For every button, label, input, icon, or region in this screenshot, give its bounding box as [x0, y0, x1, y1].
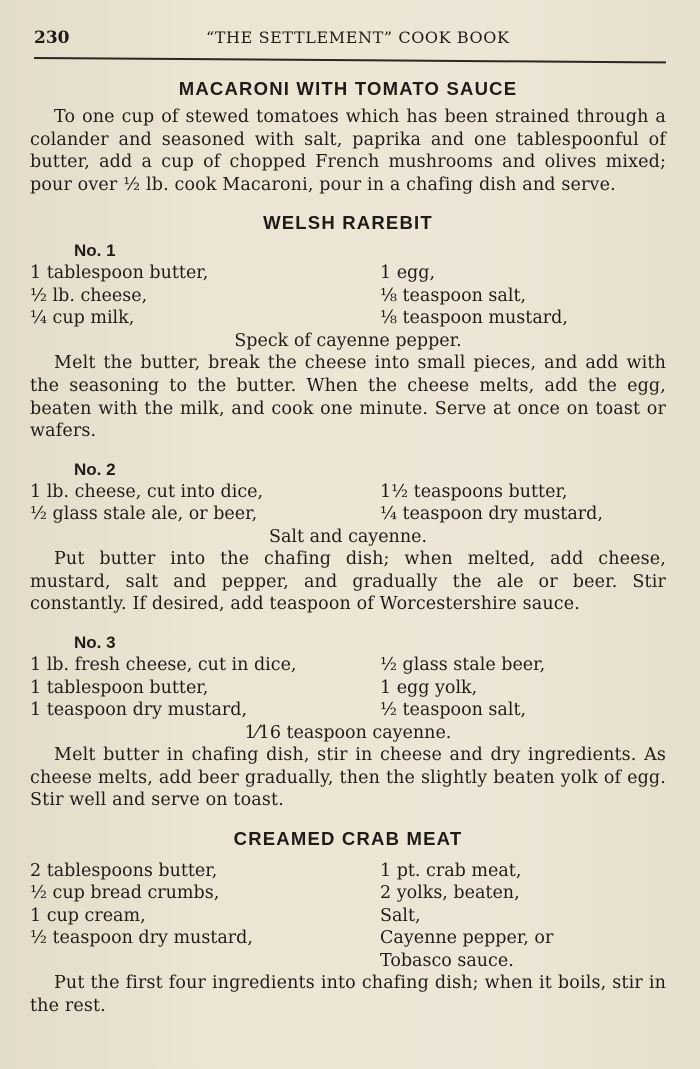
recipe-instructions: Melt the butter, break the cheese into small pieces, and add with the seasoning to the butter. When the cheese melts, add the egg, beaten with the milk, and cook one minute. Serve at once on toast or wafers.: [30, 353, 666, 442]
ingredient: ¼ teaspoon dry mustard,: [380, 504, 603, 525]
header-rule: [34, 57, 666, 63]
ingredient: 1 tablespoon butter,: [30, 263, 209, 284]
recipe-instructions: Melt butter in chafing dish, stir in cheese and dry ingredients. As cheese melts, add beer gradually, then the slightly beaten yolk of egg. Stir well and serve on toast.: [30, 745, 666, 811]
ingredient-centered: 1⁄16 teaspoon cayenne.: [244, 722, 452, 743]
recipe-instructions: Put the first four ingredients into chafing dish; when it boils, stir in the rest.: [30, 973, 666, 1016]
recipe-creamed-crab-meat: [30, 828, 666, 1018]
ingredient: ½ lb. cheese,: [30, 285, 148, 306]
ingredient: 1½ teaspoons butter,: [380, 481, 568, 502]
ingredient: ¼ cup milk,: [30, 308, 135, 329]
ingredient-list: [30, 262, 666, 330]
ingredient: 1 pt. crab meat,: [380, 860, 522, 881]
ingredient: ⅛ teaspoon mustard,: [380, 308, 568, 329]
variant-no-3: [30, 632, 666, 812]
ingredient: 1 tablespoon butter,: [30, 677, 209, 698]
ingredient: Cayenne pepper, or: [380, 928, 554, 949]
recipe-title: CREAMED CRAB MEAT: [233, 827, 463, 849]
ingredient: ½ glass stale ale, or beer,: [30, 504, 258, 525]
ingredient: ½ glass stale beer,: [380, 655, 546, 676]
ingredient-list: [30, 481, 666, 526]
ingredient: ½ teaspoon salt,: [380, 700, 527, 721]
ingredient-centered: Salt and cayenne.: [268, 526, 428, 547]
ingredient: 1 cup cream,: [30, 905, 146, 926]
variant-label: No. 1: [74, 241, 116, 261]
recipe-instructions: To one cup of stewed tomatoes which has been strained through a colander and seasoned with salt, paprika and one tablespoonful of butter, add a cup of chopped French mushrooms and olives mixed; pour over ½ lb. cook Macaroni, pour in a chafing dish and serve.: [30, 107, 666, 195]
running-header: [34, 26, 664, 54]
ingredient: Tobasco sauce.: [380, 950, 514, 971]
ingredient: ½ cup bread crumbs,: [30, 883, 220, 904]
ingredient: ½ teaspoon dry mustard,: [30, 928, 253, 949]
ingredient: 2 yolks, beaten,: [380, 883, 520, 904]
recipe-title: MACARONI WITH TOMATO SAUCE: [178, 78, 518, 99]
page-number: 230: [34, 28, 70, 48]
ingredient: Salt,: [380, 905, 421, 926]
ingredient: 1 egg yolk,: [380, 677, 478, 698]
ingredient: 1 lb. fresh cheese, cut in dice,: [30, 655, 297, 676]
ingredient: ⅛ teaspoon salt,: [380, 285, 527, 306]
ingredient-list: [30, 654, 666, 722]
recipe-welsh-rarebit: [30, 212, 666, 811]
ingredient-list: [30, 860, 666, 973]
book-title: “THE SETTLEMENT” COOK BOOK: [206, 28, 510, 47]
ingredient: 2 tablespoons butter,: [30, 860, 218, 881]
recipe-macaroni: [30, 78, 666, 196]
page-content: [30, 78, 666, 1018]
ingredient: 1 teaspoon dry mustard,: [30, 700, 248, 721]
ingredient: 1 lb. cheese, cut into dice,: [30, 481, 264, 502]
variant-label: No. 2: [74, 459, 116, 479]
variant-no-1: [30, 240, 666, 442]
variant-label: No. 3: [74, 633, 116, 653]
ingredient: 1 egg,: [380, 263, 436, 284]
variant-no-2: [30, 459, 666, 616]
ingredient-centered: Speck of cayenne pepper.: [234, 330, 462, 351]
recipe-title: WELSH RAREBIT: [263, 212, 433, 234]
recipe-instructions: Put butter into the chafing dish; when melted, add cheese, mustard, salt and pepper, and gradually the ale or beer. Stir constantly. If desired, add teaspoon of Worcestershire sauce.: [30, 549, 666, 615]
